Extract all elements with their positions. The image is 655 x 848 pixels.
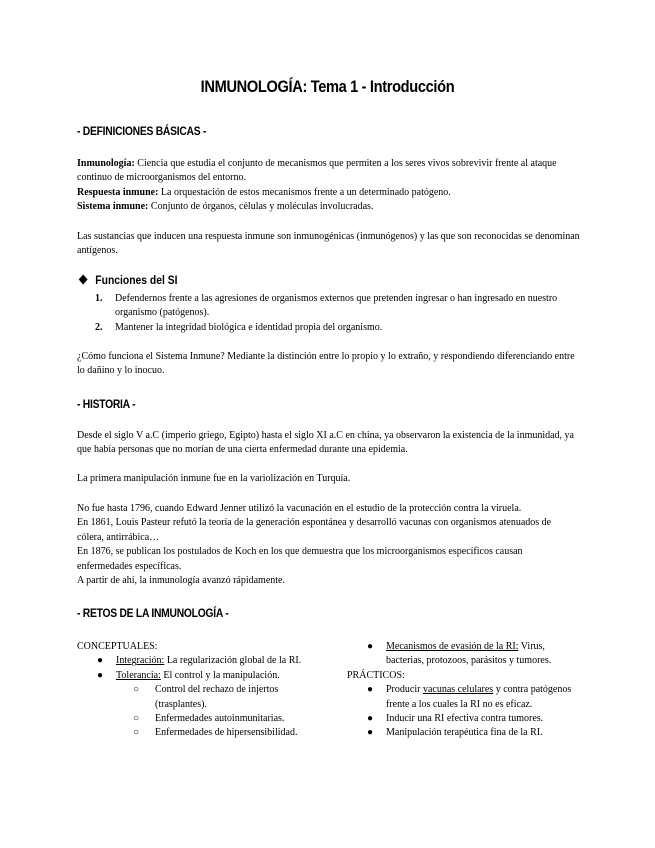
retos-left-column: [77, 640, 309, 741]
definition-respuesta: [77, 186, 580, 200]
bullet-circle-icon: ○: [133, 713, 140, 725]
retos-right-column: [347, 640, 579, 741]
list-item: [95, 321, 565, 335]
historia-paragraph-3: [77, 502, 580, 588]
sub-list-item-text: Enfermedades de hipersensibilidad.: [155, 727, 298, 739]
diamond-bullet-icon: [79, 275, 88, 285]
bullet-dot-icon: ●: [97, 669, 104, 681]
producir-pre: Producir: [386, 684, 423, 696]
bullet-dot-icon: ●: [367, 684, 374, 696]
tolerancia-label: Tolerancia:: [116, 669, 161, 681]
definition-label: Respuesta inmune:: [77, 186, 159, 198]
section-heading-retos: - RETOS DE LA INMUNOLOGÍA -: [77, 606, 229, 620]
bullet-dot-icon: ●: [367, 727, 374, 739]
mecanismos-text: Virus, bacterias, protozoos, parásitos y tumores.: [386, 641, 552, 667]
funciones-heading: [80, 274, 178, 288]
definition-text: La orquestación de estos mecanismos frente a un determinado patógeno.: [158, 186, 451, 198]
definition-label: Sistema inmune:: [77, 201, 149, 213]
historia-line: A partir de ahí, la inmunología avanzó rápidamente.: [77, 575, 285, 587]
historia-line: No fue hasta 1796, cuando Edward Jenner utilizó la vacunación en el estudio de la protección contra la viruela.: [77, 503, 522, 514]
bullet-dot-icon: ●: [97, 655, 104, 667]
historia-paragraph-1: Desde el siglo V a.C (imperio griego, Egipto) hasta el siglo XI a.C en china, ya observaron la existencia de la inmunidad, ya que había personas que no morían de una cierta enfermedad durante una epidemia.: [77, 430, 574, 456]
list-item: [347, 726, 579, 740]
bullet-circle-icon: ○: [133, 727, 140, 739]
sub-list-item: [77, 712, 309, 726]
bullet-dot-icon: ●: [367, 641, 374, 652]
list-item: [95, 292, 565, 321]
funciones-title: Funciones del SI: [95, 275, 178, 287]
definition-text: Ciencia que estudia el conjunto de mecanismos que permiten a los seres vivos sobrevivir frente al ataque continuo de microorganismos del entorno.: [77, 158, 557, 184]
historia-paragraph-2: La primera manipulación inmune fue en la variolización en Turquía.: [77, 473, 351, 484]
definition-label: Inmunología:: [77, 158, 135, 169]
list-item: [77, 654, 309, 668]
list-item: [347, 683, 579, 712]
list-item-text: Manipulación terapéutica fina de la RI.: [386, 727, 543, 739]
list-item: [77, 669, 309, 683]
definition-sistema: [77, 200, 580, 214]
page-title: INMUNOLOGÍA: Tema 1 - Introducción: [200, 77, 455, 96]
integracion-text: La regularización global de la RI.: [164, 655, 302, 667]
funciones-list: [95, 292, 565, 335]
sub-list-item: [77, 683, 309, 712]
sub-list-item-text: Enfermedades autoinmunitarias.: [155, 713, 285, 725]
definitions-block: [77, 157, 580, 215]
conceptuales-label: CONCEPTUALES:: [77, 641, 158, 652]
tolerancia-text: El control y la manipulación.: [160, 669, 280, 681]
list-item: [347, 640, 579, 669]
definition-text: Conjunto de órganos, células y moléculas involucradas.: [148, 201, 374, 213]
integracion-label: Integración:: [116, 655, 165, 667]
list-item: [347, 712, 579, 726]
section-heading-definiciones: - DEFINICIONES BÁSICAS -: [77, 124, 207, 138]
section-heading-historia: - HISTORIA -: [77, 397, 136, 411]
sub-list-item-text: Control del rechazo de injertos (trasplantes).: [155, 684, 279, 710]
bullet-circle-icon: ○: [133, 684, 140, 696]
sub-list-item: [77, 726, 309, 740]
list-item-text: Defendernos frente a las agresiones de organismos externos que pretenden ingresar o han ingresado en nuestro organismo (patógenos).: [115, 293, 558, 319]
mecanismos-label: Mecanismos de evasión de la RI:: [386, 641, 519, 652]
producir-underlined: vacunas celulares: [422, 684, 494, 696]
list-number: 1.: [95, 293, 103, 304]
paragraph-sustancias: Las sustancias que inducen una respuesta inmune son inmunogénicas (inmunógenos) y las que son reconocidas se denominan antígenos.: [77, 231, 580, 257]
list-number: 2.: [95, 321, 103, 333]
producir-post: y contra patógenos frente a los cuales la RI no es eficaz.: [386, 684, 572, 710]
list-item-text: Inducir una RI efectiva contra tumores.: [386, 713, 544, 725]
bullet-dot-icon: ●: [367, 713, 374, 725]
historia-line: En 1876, se publican los postulados de Koch en los que demuestra que los microorganismos específicos causan enfermedades específicas.: [77, 546, 523, 572]
list-item-text: Mantener la integridad biológica e identidad propia del organismo.: [115, 321, 383, 333]
historia-line: En 1861, Louis Pasteur refutó la teoría de la generación espontánea y desarrolló vacunas con organismos atenuados de cólera, antirrábica…: [77, 517, 552, 543]
practicos-label: PRÁCTICOS:: [347, 669, 405, 681]
paragraph-como-funciona: ¿Cómo funciona el Sistema Inmune? Mediante la distinción entre lo propio y lo extraño, y respondiendo diferenciando entre lo dañino y lo inocuo.: [77, 351, 575, 377]
definition-inmunologia: [77, 157, 580, 186]
